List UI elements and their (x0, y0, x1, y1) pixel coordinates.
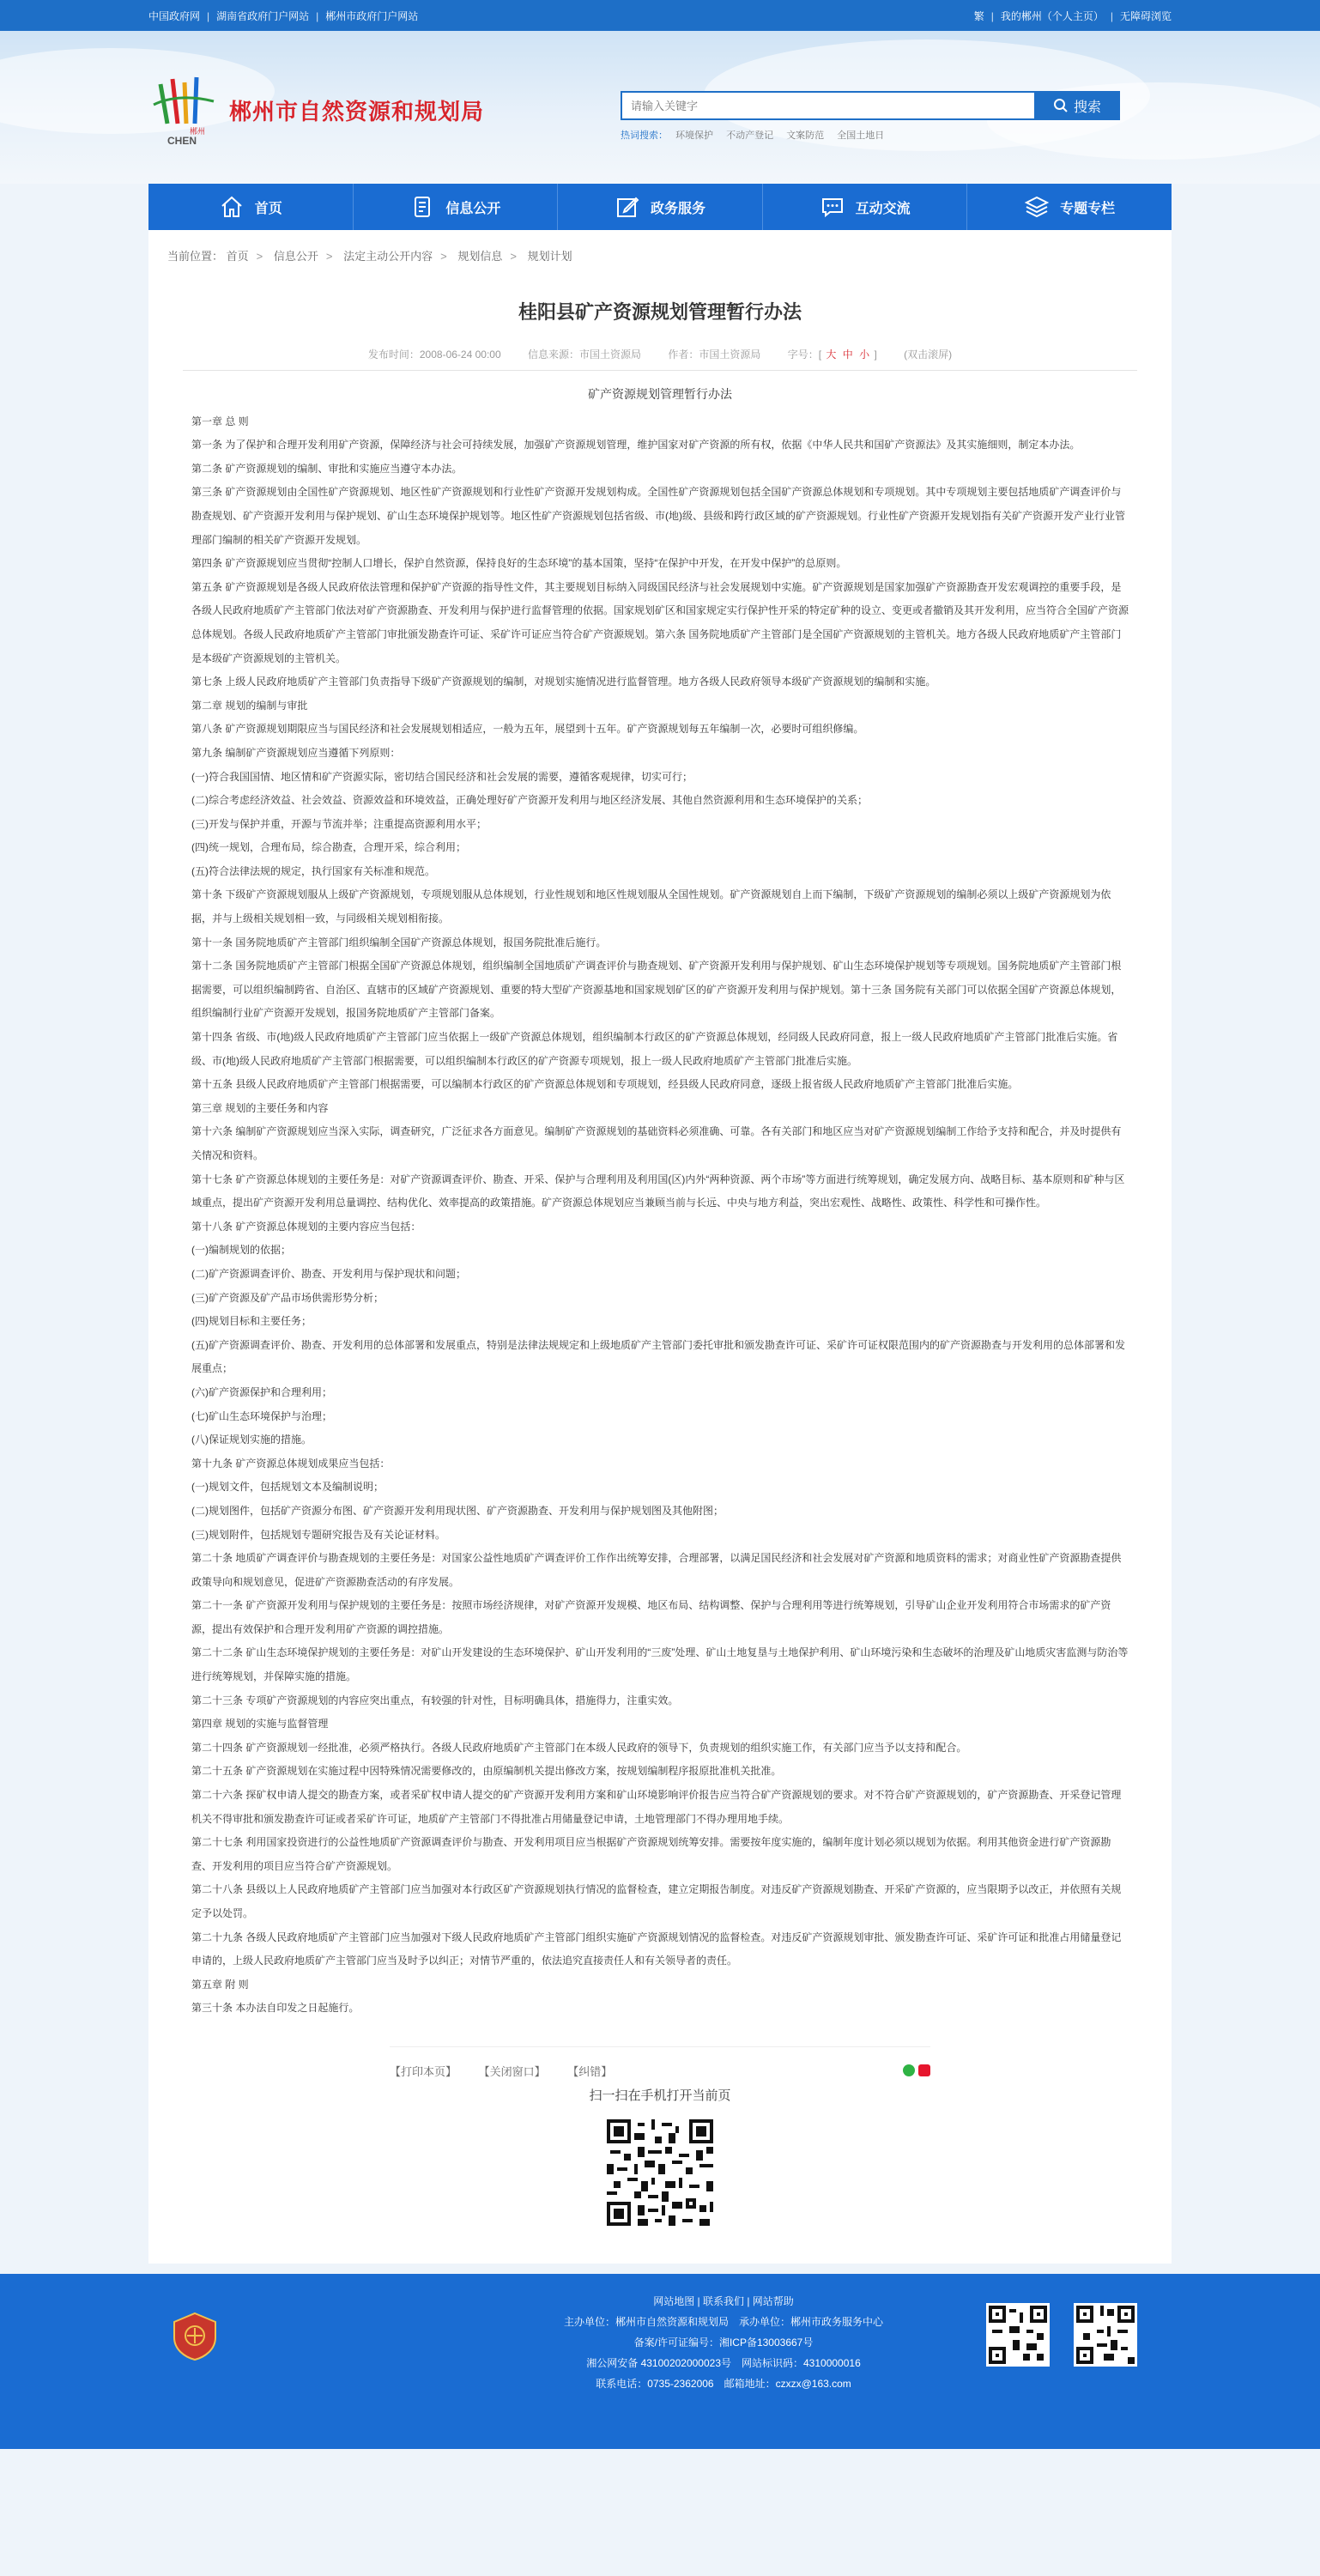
edit-icon (615, 194, 640, 220)
hot-terms-label: 热词搜索： (621, 130, 668, 141)
site-title: 郴州市自然资源和规划局 (229, 99, 485, 125)
article-paragraph: 第十五条 县级人民政府地质矿产主管部门根据需要，可以编制本行政区的矿产资源总体规划和专项规划，经县级人民政府同意，逐级上报省级人民政府地质矿产主管部门批准后实施。 (191, 1078, 1019, 1091)
footer (0, 2274, 1320, 2449)
footer-info (543, 2291, 904, 2394)
article-paragraph: (一)规划文件，包括规划文本及编制说明； (191, 1481, 384, 1494)
article-tools (390, 2046, 930, 2079)
government-emblem-icon[interactable] (171, 2312, 219, 2361)
font-size-label: 字号： (787, 349, 819, 361)
nav-label: 信息公开 (445, 201, 501, 216)
nav-interaction[interactable] (763, 184, 968, 230)
document-icon (409, 194, 435, 220)
article-title: 桂阳县矿产资源规划管理暂行办法 (518, 302, 802, 324)
breadcrumb: 当前位置： 首页 > 信息公开 > 法定主动公开内容 > 规划信息 > 规划计划 (167, 250, 572, 263)
article-paragraph: 第二十一条 矿产资源开发利用与保护规划的主要任务是：按照市场经济规律，对矿产资源开发规模、地区布局、结构调整、保护与合理利用等进行统筹规划，引导矿山企业开发利用符合市场需求的矿产资源，提出有效保护和合理开发利用矿产资源的调控措施。 (191, 1599, 1111, 1635)
double-click-scroll[interactable]: (双击滚屏) (904, 349, 953, 361)
article-paragraph: 第九条 编制矿产资源规划应当遵循下列原则： (191, 746, 401, 759)
article-paragraph: 第十条 下级矿产资源规划服从上级矿产资源规划，专项规划服从总体规划，行业性规划和地区性规划服从全国性规划。矿产资源规划自上而下编制，下级矿产资源规划的编制必须以上级矿产资源规划为依据，并与上级相关规划相一致，与同级相关规划相衔接。 (191, 888, 1111, 925)
print-button[interactable]: 【打印本页】 (390, 2064, 457, 2078)
header-banner (0, 31, 1320, 184)
breadcrumb-prefix: 当前位置： (167, 250, 224, 263)
hot-term[interactable]: 环境保护 (675, 130, 714, 141)
article-paragraph: (二)综合考虑经济效益、社会效益、资源效益和环境效益，正确处理好矿产资源开发利用与地区经济发展、其他自然资源利用和生态环境保护的关系； (191, 794, 868, 807)
link-gov-cn[interactable]: 中国政府网 (148, 9, 201, 22)
hot-term[interactable]: 不动产登记 (726, 130, 774, 141)
qr-caption: 扫一扫在手机打开当前页 (589, 2088, 731, 2103)
publish-date: 发布时间：2008-06-24 00:00 (367, 349, 501, 361)
site-logo[interactable] (148, 74, 484, 146)
article-body (148, 383, 1172, 2021)
article-paragraph: (五)矿产资源调查评价、勘查、开发利用的总体部署和发展重点，特别是法律法规规定和上级地质矿产主管部门委托审批和颁发勘查许可证、采矿许可证权限范围内的矿产资源勘查与开发利用的总体部署和发展重点； (191, 1338, 1126, 1375)
link-chenzhou-gov[interactable]: 郴州市政府门户网站 (325, 9, 419, 22)
article-paragraph: 第三十条 本办法自印发之日起施行。 (191, 2002, 360, 2015)
article-paragraph: (一)符合我国国情、地区情和矿产资源实际，密切结合国民经济和社会发展的需要，遵循客观规律，切实可行； (191, 770, 693, 783)
nav-home[interactable] (148, 184, 354, 230)
article-paragraph: 第四条 矿产资源规划应当贯彻“控制人口增长，保护自然资源，保持良好的生态环境”的基本国策，坚持“在保护中开发，在开发中保护”的总原则。 (191, 557, 847, 570)
article-paragraph: 第二十五条 矿产资源规划在实施过程中因特殊情况需要修改的，由原编制机关提出修改方案，按规划编制程序报原批准机关批准。 (191, 1765, 782, 1778)
article-paragraph: 第二十四条 矿产资源规划一经批准，必须严格执行。各级人民政府地质矿产主管部门在本级人民政府的领导下，负责规划的组织实施工作，有关部门应当予以支持和配合。 (191, 1741, 967, 1754)
top-bar (0, 0, 1320, 31)
breadcrumb-item[interactable]: 规划计划 (527, 250, 572, 263)
nav-special[interactable] (967, 184, 1172, 230)
svg-text:郴州: 郴州 (190, 128, 206, 136)
home-icon (219, 194, 245, 220)
top-links-left: 中国政府网 | 湖南省政府门户网站 | 郴州市政府门户网站 (148, 9, 419, 22)
logo-text: CHEN (167, 135, 197, 146)
breadcrumb-item[interactable]: 规划信息 (457, 250, 503, 263)
main-nav (148, 184, 1172, 230)
article-paragraph: (三)规划附件，包括规划专题研究报告及有关论证材料。 (191, 1528, 445, 1541)
article-paragraph: (一)编制规划的依据； (191, 1244, 291, 1257)
search-button-label: 搜索 (1073, 100, 1101, 115)
article-paragraph: 第二十二条 矿山生态环境保护规划的主要任务是：对矿山开发建设的生态环境保护、矿山开发利用的“三废”处理、矿山土地复垦与土地保护利用、矿山环境污染和生态破坏的治理及矿山地质灾害监测与防治等进行统筹规划，并保障实施的措施。 (191, 1646, 1129, 1683)
breadcrumb-item[interactable]: 首页 (226, 250, 249, 263)
article-paragraph: 第八条 矿产资源规划期限应当与国民经济和社会发展规划相适应，一般为五年，展望到十五年。矿产资源规划每五年编制一次，必要时可组织修编。 (191, 723, 864, 736)
article-paragraph: 第二章 规划的编制与审批 (191, 699, 308, 712)
article-paragraph: (六)矿产资源保护和合理利用； (191, 1385, 332, 1398)
font-size-small[interactable]: 小 (859, 349, 870, 361)
article-meta (183, 347, 1137, 371)
nav-info-public[interactable] (354, 184, 559, 230)
top-links-right: 繁 | 我的郴州（个人主页） | 无障碍浏览 (973, 9, 1172, 22)
article-paragraph: 第二条 矿产资源规划的编制、审批和实施应当遵守本办法。 (191, 462, 463, 475)
article-paragraphs (191, 410, 1129, 2021)
font-size-switcher: 字号：[ 大 中 小 ] (787, 349, 877, 361)
article-paragraph: (三)矿产资源及矿产品市场供需形势分析； (191, 1291, 384, 1304)
article-paragraph: 第七条 上级人民政府地质矿产主管部门负责指导下级矿产资源规划的编制，对规划实施情况进行监督管理。地方各级人民政府领导本级矿产资源规划的编制和实施。 (191, 676, 936, 688)
hot-term[interactable]: 文案防范 (786, 130, 825, 141)
nav-label: 互动交流 (855, 201, 911, 216)
article-paragraph: 第十一条 国务院地质矿产主管部门组织编制全国矿产资源总体规划，报国务院批准后施行。 (191, 936, 607, 949)
article-paragraph: 第十九条 矿产资源总体规划成果应当包括： (191, 1457, 391, 1470)
nav-label: 专题专栏 (1060, 201, 1116, 216)
article-paragraph: (五)符合法律法规的规定，执行国家有关标准和规范。 (191, 864, 435, 877)
search-area (621, 91, 1120, 142)
article-paragraph: (二)矿产资源调查评价、勘查、开发利用与保护现状和问题； (191, 1267, 466, 1280)
close-window-button[interactable]: 【关闭窗口】 (478, 2064, 546, 2078)
article-paragraph: 第五章 附 则 (191, 1978, 249, 1991)
article-paragraph: 第十六条 编制矿产资源规划应当深入实际，调查研究，广泛征求各方面意见。编制矿产资源规划的基础资料必须准确、可靠。各有关部门和地区应当对矿产资源规划编制工作给予支持和配合，并及时提供有关情况和资料。 (191, 1125, 1122, 1161)
report-error-button[interactable]: 【纠错】 (567, 2064, 613, 2078)
wechat-qr-code (986, 2303, 1050, 2367)
article-paragraph: 第十七条 矿产资源总体规划的主要任务是：对矿产资源调查评价、勘查、开采、保护与合理利用及利用国(区)内外“两种资源、两个市场”等方面进行统筹规划，确定发展方向、战略目标、基本原则和矿种与区域重点，提出矿产资源开发利用总量调控、结构优化、效率提高的政策措施。矿产资源总体规划应当兼顾当前与长远、中央与地方利益，突出宏观性、战略性、政策性、科学性和可操作性。 (191, 1173, 1125, 1209)
article-paragraph: 第三条 矿产资源规划由全国性矿产资源规划、地区性矿产资源规划和行业性矿产资源开发规划构成。全国性矿产资源规划包括全国矿产资源总体规划和专项规划。其中专项规划主要包括地质矿产调查评价与勘查规划、矿产资源开发利用与保护规划、矿山生态环境保护规划等。地区性矿产资源规划包括省级、市(地)级、县级和跨行政区域的矿产资源规划。行业性矿产资源开发规划指有关矿产资源开发产业行业管理部门编制的相关矿产资源开发规划。 (191, 486, 1126, 546)
article-paragraph: 第二十六条 探矿权申请人提交的勘查方案，或者采矿权申请人提交的矿产资源开发利用方案和矿山环境影响评价报告应当符合矿产资源规划的要求。对不符合矿产资源规划的，矿产资源勘查、开采登记管理机关不得审批和颁发勘查许可证或者采矿许可证，地质矿产主管部门不得批准占用储量登记申请，土地管理部门不得办理用地手续。 (191, 1789, 1122, 1825)
article-paragraph: 第十四条 省级、市(地)级人民政府地质矿产主管部门应当依据上一级矿产资源总体规划，组织编制本行政区的矿产资源总体规划，经同级人民政府同意，报上一级人民政府地质矿产主管部门批准后实施。省级、市(地)级人民政府地质矿产主管部门根据需要，可以组织编制本行政区的矿产资源专项规划，报上一级人民政府地质矿产主管部门批准后实施。 (191, 1031, 1118, 1067)
link-hunan-gov[interactable]: 湖南省政府门户网站 (216, 9, 310, 22)
article-paragraph: 第二十三条 专项矿产资源规划的内容应突出重点，有较强的针对性，目标明确具体，措施得力，注重实效。 (191, 1694, 679, 1706)
document-title: 矿产资源规划管理暂行办法 (588, 387, 732, 401)
article-paragraph: 第三章 规划的主要任务和内容 (191, 1101, 329, 1114)
footer-contact: 联系电话：0735-2362006 邮箱地址：czxzx@163.com (596, 2377, 851, 2390)
share-buttons (903, 2064, 930, 2076)
article-paragraph: 第二十条 地质矿产调查评价与勘查规划的主要任务是：对国家公益性地质矿产调查评价工作作出统筹安排，合理部署，以满足国民经济和社会发展对矿产资源和地质资料的需求；对商业性矿产资源勘查提供政策导向和规划意见，促进矿产资源勘查活动的有序发展。 (191, 1552, 1122, 1588)
author: 作者：市国土资源局 (668, 349, 761, 361)
font-size-medium[interactable]: 中 (842, 349, 853, 361)
article-paragraph: (二)规划图件，包括矿产资源分布图、矿产资源开发利用现状图、矿产资源勘查、开发利用与保护规划图及其他附图； (191, 1504, 724, 1517)
nav-gov-service[interactable] (558, 184, 763, 230)
article-paragraph: 第二十七条 利用国家投资进行的公益性地质矿产资源调查评价与勘查、开发利用项目应当根据矿产资源规划统筹安排。需要按年度实施的，编制年度计划必须以规划为依据。利用其他资金进行矿产资源勘查、开发利用的项目应当符合矿产资源规划。 (191, 1836, 1111, 1872)
nav-label: 政务服务 (650, 201, 705, 216)
search-button[interactable] (1034, 91, 1120, 120)
search-input[interactable] (621, 91, 1034, 120)
footer-qr-codes (986, 2303, 1137, 2367)
article-paragraph: 第十二条 国务院地质矿产主管部门根据全国矿产资源总体规划，组织编制全国地质矿产调查评价与勘查规划、矿产资源开发利用与保护规划、矿山生态环境保护规划等专项规划。国务院地质矿产主管部门根据需要，可以组织编制跨省、自治区、直辖市的区域矿产资源规划、重要的特大型矿产资源基地和国家规划矿区的矿产资源开发利用与保护规划。第十三条 国务院有关部门可以依据全国矿产资源总体规划，组织编制行业矿产资源开发规划，报国务院地质矿产主管部门备案。 (191, 960, 1122, 1020)
page-qr-code (603, 2116, 717, 2229)
layers-icon (1024, 194, 1050, 220)
article-paragraph: 第二十九条 各级人民政府地质矿产主管部门应当加强对下级人民政府地质矿产主管部门组织实施矿产资源规划情况的监督检查。对违反矿产资源规划审批、颁发勘查许可证、采矿许可证和批准占用储量登记申请的，上级人民政府地质矿产主管部门应当及时予以纠正；对情节严重的，依法追究直接责任人和有关领导者的责任。 (191, 1930, 1122, 1967)
search-icon (1053, 98, 1069, 113)
logo-emblem-icon (148, 74, 219, 146)
footer-police[interactable]: 湘公网安备 43100202000023号 网站标识码：4310000016 (586, 2356, 861, 2369)
footer-links[interactable]: 网站地图 | 联系我们 | 网站帮助 (653, 2294, 794, 2307)
weibo-share-icon[interactable] (918, 2064, 930, 2076)
article-paragraph: (七)矿山生态环境保护与治理； (191, 1409, 332, 1422)
accessibility-link[interactable]: 无障碍浏览 (1119, 9, 1172, 22)
article-paragraph: (八)保证规划实施的措施。 (191, 1433, 312, 1446)
article-paragraph: 第一条 为了保护和合理开发利用矿产资源，保障经济与社会可持续发展，加强矿产资源规划管理，维护国家对矿产资源的所有权，依据《中华人民共和国矿产资源法》及其实施细则，制定本办法。 (191, 439, 1081, 452)
breadcrumb-item[interactable]: 法定主动公开内容 (343, 250, 433, 263)
article-paragraph: (四)统一规划，合理布局，综合勘查，合理开采，综合利用； (191, 841, 466, 854)
font-size-large[interactable]: 大 (826, 349, 837, 361)
article-paragraph: 第一章 总 则 (191, 415, 249, 427)
hot-term[interactable]: 全国土地日 (837, 130, 885, 141)
article-paragraph: 第十八条 矿产资源总体规划的主要内容应当包括： (191, 1220, 421, 1233)
footer-icp[interactable]: 备案/许可证编号：湘ICP备13003667号 (633, 2336, 814, 2349)
article-paragraph: 第四章 规划的实施与监督管理 (191, 1718, 329, 1730)
traditional-chinese-link[interactable]: 繁 (973, 9, 984, 22)
article-paragraph: 第二十八条 县级以上人民政府地质矿产主管部门应当加强对本行政区矿产资源规划执行情况的监督检查，建立定期报告制度。对违反矿产资源规划勘查、开采矿产资源的，应当限期予以改正，并依照有关规定予以处罚。 (191, 1883, 1122, 1919)
chat-icon (820, 194, 845, 220)
nav-label: 首页 (254, 201, 282, 216)
article-paragraph: (四)规划目标和主要任务； (191, 1315, 312, 1328)
weibo-qr-code (1074, 2303, 1137, 2367)
breadcrumb-item[interactable]: 信息公开 (273, 250, 318, 263)
hot-terms (621, 128, 1120, 142)
footer-sponsor: 主办单位：郴州市自然资源和规划局 承办单位：郴州市政务服务中心 (563, 2315, 883, 2328)
my-chenzhou-link[interactable]: 我的郴州（个人主页） (1000, 9, 1104, 22)
article-paragraph: 第五条 矿产资源规划是各级人民政府依法管理和保护矿产资源的指导性文件，其主要规划目标纳入同级国民经济与社会发展规划中实施。矿产资源规划是国家加强矿产资源勘查开发宏观调控的重要手段，是各级人民政府地质矿产主管部门依法对矿产资源勘查、开发利用与保护进行监督管理的依据。国家规划矿区和国家规定实行保护性开采的特定矿种的设立、变更或者撤销及其开发利用，应当符合全国矿产资源总体规划。各级人民政府地质矿产主管部门审批颁发勘查许可证、采矿许可证应当符合矿产资源规划。第六条 国务院地质矿产主管部门是全国矿产资源规划的主管机关。地方各级人民政府地质矿产主管部门是本级矿产资源规划的主管机关。 (191, 580, 1129, 664)
wechat-share-icon[interactable] (903, 2064, 915, 2076)
main-content (148, 230, 1172, 2264)
article-paragraph: (三)开发与保护并重，开源与节流并举；注重提高资源利用水平； (191, 817, 487, 830)
info-source: 信息来源：市国土资源局 (527, 349, 641, 361)
